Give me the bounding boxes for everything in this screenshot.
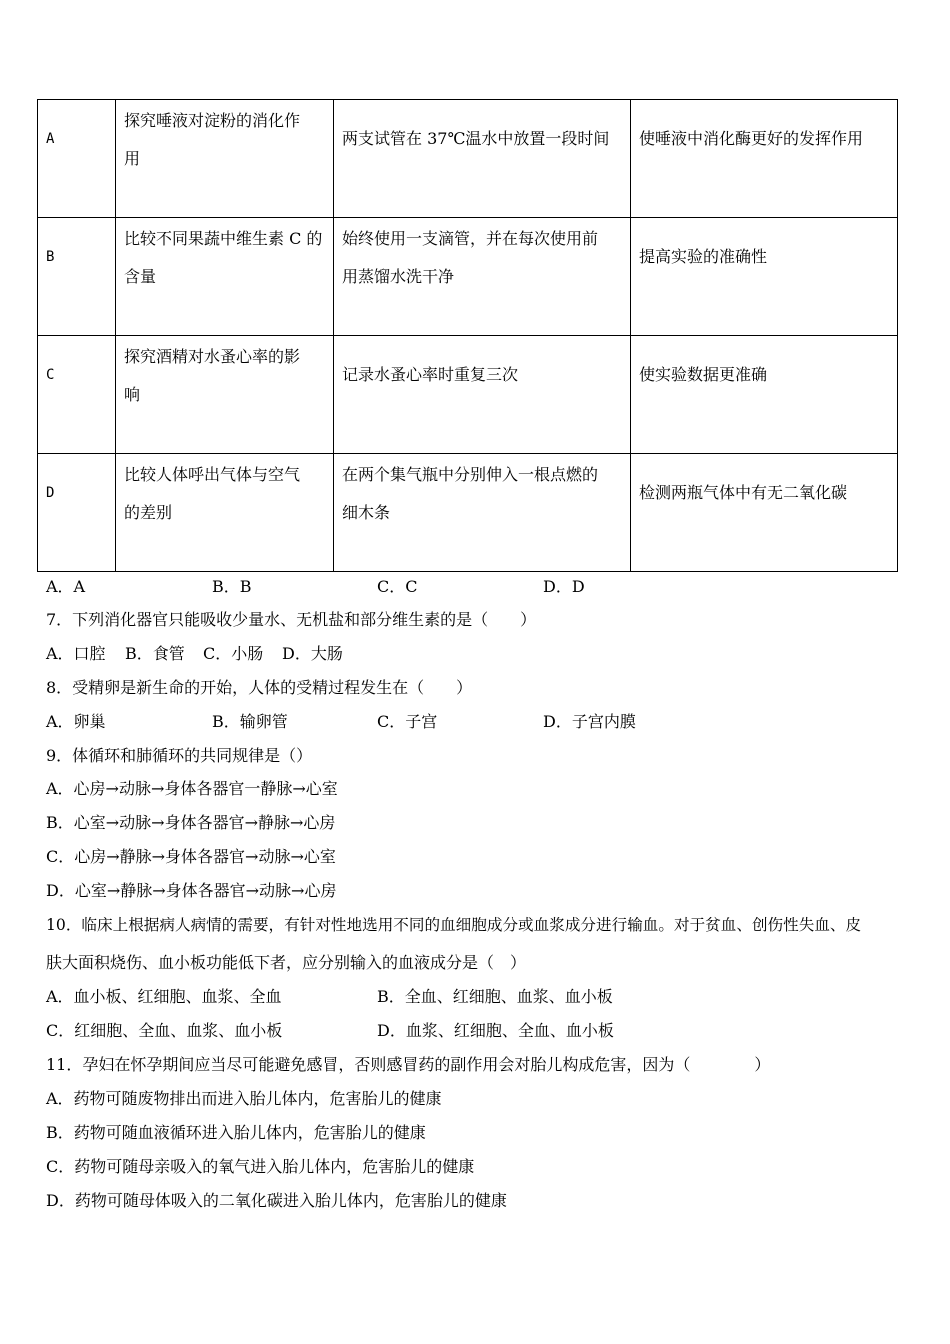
experiment-purpose: 检测两瓶气体中有无二氧化碳 [631, 454, 898, 572]
row-letter: C [38, 336, 116, 454]
q10-stem-line2: 肤大面积烧伤、血小板功能低下者，应分别输入的血液成分是（ ） [46, 953, 527, 972]
q7-option-b[interactable]: B．食管 [125, 644, 185, 663]
q6-option-d[interactable]: D．D [543, 577, 585, 596]
experiment-name: 探究酒精对水蚤心率的影 响 [116, 336, 334, 454]
q7-option-c[interactable]: C．小肠 [203, 644, 264, 663]
q10-option-c[interactable]: C．红细胞、全血、血浆、血小板 [46, 1021, 283, 1040]
table-row [38, 336, 898, 454]
q8-option-b[interactable]: B．输卵管 [212, 712, 288, 731]
q9-option-a[interactable]: A．心房→动脉→身体各器官一静脉→心室 [46, 779, 338, 798]
q9-option-c[interactable]: C．心房→静脉→身体各器官→动脉→心室 [46, 847, 336, 866]
q11-stem: 11．孕妇在怀孕期间应当尽可能避免感冒，否则感冒药的副作用会对胎儿构成危害，因为（ ） [46, 1055, 771, 1074]
experiment-purpose: 使实验数据更准确 [631, 336, 898, 454]
experiment-name: 探究唾液对淀粉的消化作 用 [116, 100, 334, 218]
experiment-procedure: 记录水蚤心率时重复三次 [334, 336, 631, 454]
experiment-procedure: 始终使用一支滴管，并在每次使用前 用蒸馏水洗干净 [334, 218, 631, 336]
experiment-table [37, 99, 898, 572]
experiment-procedure: 两支试管在 37℃温水中放置一段时间 [334, 100, 631, 218]
q11-option-d[interactable]: D．药物可随母体吸入的二氧化碳进入胎儿体内，危害胎儿的健康 [46, 1191, 507, 1210]
table-row [38, 454, 898, 572]
row-letter: D [38, 454, 116, 572]
table-row [38, 100, 898, 218]
experiment-procedure: 在两个集气瓶中分别伸入一根点燃的 细木条 [334, 454, 631, 572]
q8-stem: 8．受精卵是新生命的开始，人体的受精过程发生在（ ） [46, 678, 473, 697]
q10-stem-line1: 10．临床上根据病人病情的需要，有针对性地选用不同的血细胞成分或血浆成分进行输血。对于贫血、创伤性失血、皮 [46, 916, 862, 934]
experiment-name: 比较不同果蔬中维生素 C 的 含量 [116, 218, 334, 336]
q6-option-b[interactable]: B．B [212, 577, 252, 596]
q10-option-b[interactable]: B．全血、红细胞、血浆、血小板 [377, 987, 613, 1006]
q7-option-a[interactable]: A．口腔 [46, 644, 106, 663]
q11-option-a[interactable]: A．药物可随废物排出而进入胎儿体内，危害胎儿的健康 [46, 1089, 442, 1108]
experiment-purpose: 使唾液中消化酶更好的发挥作用 [631, 100, 898, 218]
q11-option-b[interactable]: B．药物可随血液循环进入胎儿体内，危害胎儿的健康 [46, 1123, 426, 1142]
q9-stem: 9．体循环和肺循环的共同规律是（） [46, 746, 313, 765]
experiment-name: 比较人体呼出气体与空气 的差别 [116, 454, 334, 572]
q7-stem: 7．下列消化器官只能吸收少量水、无机盐和部分维生素的是（ ） [46, 610, 537, 629]
experiment-purpose: 提高实验的准确性 [631, 218, 898, 336]
q8-option-a[interactable]: A．卵巢 [46, 712, 106, 731]
q7-option-d[interactable]: D．大肠 [282, 644, 343, 663]
q8-option-c[interactable]: C．子宫 [377, 712, 438, 731]
q9-option-d[interactable]: D．心室→静脉→身体各器官→动脉→心房 [46, 881, 337, 900]
q9-option-b[interactable]: B．心室→动脉→身体各器官→静脉→心房 [46, 813, 336, 832]
q10-option-d[interactable]: D．血浆、红细胞、全血、血小板 [377, 1021, 614, 1040]
q10-option-a[interactable]: A．血小板、红细胞、血浆、全血 [46, 987, 282, 1006]
q6-option-a[interactable]: A．A [46, 577, 86, 596]
row-letter: A [38, 100, 116, 218]
q8-option-d[interactable]: D．子宫内膜 [543, 712, 636, 731]
row-letter: B [38, 218, 116, 336]
q11-option-c[interactable]: C．药物可随母亲吸入的氧气进入胎儿体内，危害胎儿的健康 [46, 1157, 475, 1176]
q6-option-c[interactable]: C．C [377, 577, 418, 596]
table-row [38, 218, 898, 336]
